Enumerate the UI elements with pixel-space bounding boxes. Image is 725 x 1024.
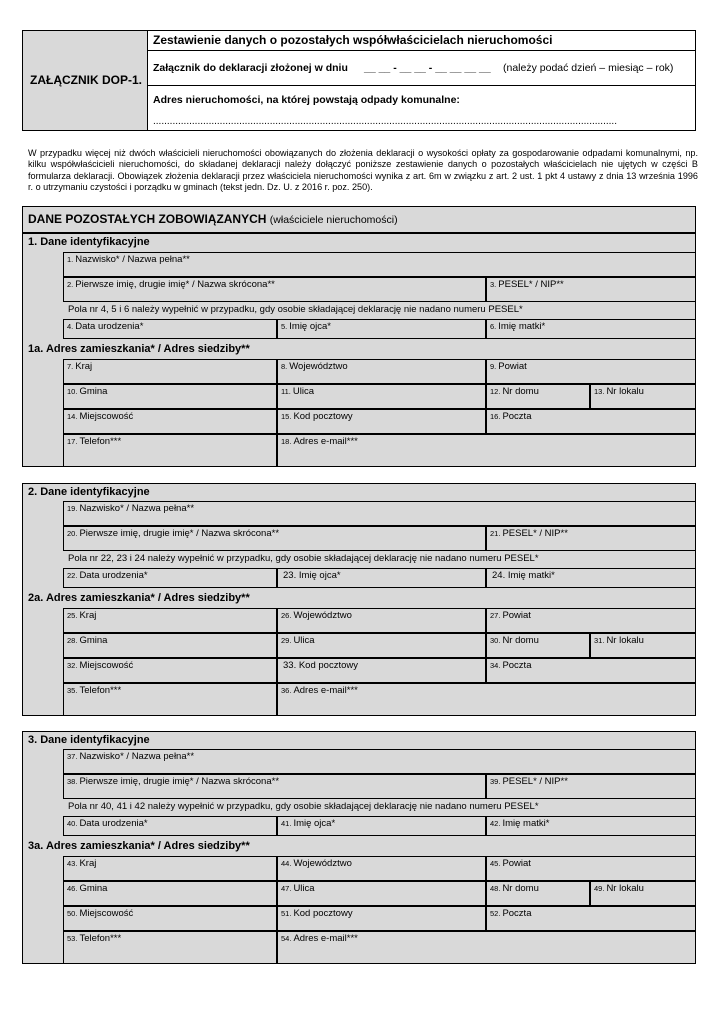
block-3-city-field-text: Miejscowość — [79, 908, 134, 919]
block-2-pesel-field-number: 21. — [490, 529, 501, 538]
block-1-flat-number-field-number: 13. — [594, 387, 605, 396]
block-3-voivodeship-field-text: Województwo — [293, 858, 352, 869]
block-2-email-field-number: 36. — [281, 686, 292, 695]
block-1-phone-field-label — [67, 436, 121, 447]
block-2-name-field-label — [67, 503, 194, 514]
block-2-street-field-number: 29. — [281, 636, 292, 645]
block-3-post-office-field-number: 52. — [490, 909, 501, 918]
block-2-mother-name-field-text: 24. Imię matki* — [492, 570, 555, 581]
intro-paragraph: W przypadku więcej niż dwóch właścicieli nieruchomości obowiązanych do złożenia deklaracji o wysokości opłaty za gospodarowanie odpadami komunalnymi, np. kilku współwłaścicieli nieruchomości, do składanej deklaracji należy dołączyć poniższe zestawienie danych o pozostałych właścicielach nie ujętych w części B formularza deklaracji. Obowiązek złożenia deklaracji przez właściciela nieruchomości wynika z art. 6m w związku z art. 2 ust. 1 pkt 4 ustawy z dnia 13 września 1996 r. o utrzymaniu czystości i porządku w gminach (tekst jedn. Dz. U. z 2016 r. poz. 250). — [28, 148, 698, 193]
block-3-id-title: 3. Dane identyfikacyjne — [28, 734, 150, 746]
block-3-county-field-number: 45. — [490, 859, 501, 868]
block-1-post-office-field-label — [490, 411, 531, 422]
block-1-first-name-field-text: Pierwsze imię, drugie imię* / Nazwa skrócona** — [75, 279, 275, 290]
block-2-birth-date-field-label — [67, 570, 148, 581]
block-2-voivodeship-field-label — [281, 610, 352, 621]
block-1-pesel-field-text: PESEL* / NIP** — [498, 279, 564, 290]
declaration-date-blanks[interactable]: __ __ - __ __ - __ __ __ __ — [364, 62, 491, 74]
block-2-flat-number-field-number: 31. — [594, 636, 605, 645]
block-1-pesel-field-label — [490, 279, 564, 290]
block-2-name-field-text: Nazwisko* / Nazwa pełna** — [79, 503, 195, 514]
block-1-mother-name-field-text: Imię matki* — [498, 321, 546, 332]
block-3-commune-field-text: Gmina — [79, 883, 108, 894]
block-3-street-field-number: 47. — [281, 884, 292, 893]
block-3-voivodeship-field-number: 44. — [281, 859, 292, 868]
block-1-postal-code-field-label — [281, 411, 353, 422]
block-2-id-title: 2. Dane identyfikacyjne — [28, 486, 150, 498]
block-3-first-name-field-number: 38. — [67, 777, 78, 786]
block-1-voivodeship-field-text: Województwo — [289, 361, 348, 372]
block-1-commune-field-label — [67, 386, 107, 397]
block-3-voivodeship-field-label — [281, 858, 352, 869]
block-1-postal-code-field-text: Kod pocztowy — [293, 411, 353, 422]
block-2-phone-field-text: Telefon*** — [79, 685, 122, 696]
block-3-first-name-field-text: Pierwsze imię, drugie imię* / Nazwa skrócona** — [79, 776, 280, 787]
block-3-house-number-field-label — [490, 883, 539, 894]
block-2-street-field-text: Ulica — [293, 635, 315, 646]
block-1-email-field-number: 18. — [281, 437, 292, 446]
property-address-label: Adres nieruchomości, na której powstają odpady komunalne: — [153, 94, 460, 106]
block-3-email-field-text: Adres e-mail*** — [293, 933, 358, 944]
block-2-phone-field-label — [67, 685, 121, 696]
block-3-street-field-text: Ulica — [293, 883, 315, 894]
block-2-house-number-field-text: Nr domu — [502, 635, 539, 646]
block-2-house-number-field-label — [490, 635, 539, 646]
main-section-subtitle: (właściciele nieruchomości) — [269, 214, 398, 226]
block-1-birth-date-field-text: Data urodzenia* — [75, 321, 144, 332]
block-1-postal-code-field-number: 15. — [281, 412, 292, 421]
block-1-birth-date-field-label — [67, 321, 143, 332]
block-1-flat-number-field-label — [594, 386, 644, 397]
declaration-date-hint: (należy podać dzień – miesiąc – rok) — [503, 62, 674, 74]
block-2-postal-code-field-label — [281, 660, 358, 671]
block-2-country-field-label — [67, 610, 96, 621]
block-3-post-office-field-label — [490, 908, 531, 919]
block-1-mother-name-field-number: 6. — [490, 322, 497, 331]
block-1-county-field-text: Powiat — [498, 361, 527, 372]
block-1-phone-field-text: Telefon*** — [79, 436, 122, 447]
block-1-first-name-field-number: 2. — [67, 280, 74, 289]
block-3-father-name-field-label — [281, 818, 335, 829]
block-3-name-field-text: Nazwisko* / Nazwa pełna** — [79, 751, 195, 762]
block-3-mother-name-field-label — [490, 818, 549, 829]
block-2-voivodeship-field-text: Województwo — [293, 610, 352, 621]
attachment-label: ZAŁĄCZNIK DOP-1. — [30, 73, 142, 87]
block-2-county-field-label — [490, 610, 531, 621]
block-3-country-field-text: Kraj — [79, 858, 97, 869]
block-2-flat-number-field-text: Nr lokalu — [606, 635, 644, 646]
block-1-id-title: 1. Dane identyfikacyjne — [28, 236, 150, 248]
block-3-postal-code-field-number: 51. — [281, 909, 292, 918]
block-2-first-name-field-number: 20. — [67, 529, 78, 538]
block-2-country-field-number: 25. — [67, 611, 78, 620]
block-2-birth-date-field-text: Data urodzenia* — [79, 570, 148, 581]
block-3-pesel-field-text: PESEL* / NIP** — [502, 776, 568, 787]
block-2-first-name-field-label — [67, 528, 279, 539]
block-3-pesel-field-label — [490, 776, 568, 787]
block-2-father-name-field-label — [281, 570, 341, 581]
block-2-county-field-text: Powiat — [502, 610, 531, 621]
block-3-birth-date-field-label — [67, 818, 148, 829]
block-1-email-field-label — [281, 436, 358, 447]
block-1-address-title: 1a. Adres zamieszkania* / Adres siedziby** — [28, 343, 250, 355]
block-3-mother-name-field-number: 42. — [490, 819, 501, 828]
block-3-name-field-label — [67, 751, 194, 762]
block-1-pesel-note: Pola nr 4, 5 i 6 należy wypełnić w przypadku, gdy osobie składającej deklarację nie nadano numeru PESEL* — [68, 304, 523, 315]
block-1-name-field-text: Nazwisko* / Nazwa pełna** — [75, 254, 190, 265]
header-title: Zestawienie danych o pozostałych współwłaścicielach nieruchomości — [153, 33, 553, 47]
block-2-postal-code-field-text: 33. Kod pocztowy — [283, 660, 358, 671]
block-1-country-field-cell[interactable] — [63, 359, 277, 384]
block-2-city-field-label — [67, 660, 133, 671]
block-3-birth-date-field-number: 40. — [67, 819, 78, 828]
block-1-city-field-number: 14. — [67, 412, 78, 421]
block-2-email-field-text: Adres e-mail*** — [293, 685, 358, 696]
block-2-birth-date-field-number: 22. — [67, 571, 78, 580]
block-1-commune-field-number: 10. — [67, 387, 78, 396]
block-3-commune-field-label — [67, 883, 107, 894]
block-1-country-field-label — [67, 361, 92, 372]
block-2-post-office-field-number: 34. — [490, 661, 501, 670]
block-3-address-title: 3a. Adres zamieszkania* / Adres siedziby** — [28, 840, 250, 852]
block-1-flat-number-field-text: Nr lokalu — [606, 386, 644, 397]
block-3-name-field-number: 37. — [67, 752, 78, 761]
block-2-voivodeship-field-number: 26. — [281, 611, 292, 620]
block-1-voivodeship-field-number: 8. — [281, 362, 288, 371]
block-2-pesel-note: Pola nr 22, 23 i 24 należy wypełnić w przypadku, gdy osobie składającej deklarację nie nadano numeru PESEL* — [68, 553, 539, 564]
block-1-father-name-field-text: Imię ojca* — [289, 321, 331, 332]
block-1-voivodeship-field-label — [281, 361, 348, 372]
block-1-phone-field-number: 17. — [67, 437, 78, 446]
block-3-country-field-number: 43. — [67, 859, 78, 868]
block-3-pesel-field-number: 39. — [490, 777, 501, 786]
block-3-postal-code-field-text: Kod pocztowy — [293, 908, 353, 919]
block-2-post-office-field-label — [490, 660, 531, 671]
block-2-country-field-text: Kraj — [79, 610, 97, 621]
block-3-first-name-field-label — [67, 776, 279, 787]
block-3-phone-field-number: 53. — [67, 934, 78, 943]
block-1-house-number-field-number: 12. — [490, 387, 501, 396]
block-3-county-field-text: Powiat — [502, 858, 531, 869]
block-1-house-number-field-label — [490, 386, 539, 397]
block-2-flat-number-field-label — [594, 635, 644, 646]
block-2-first-name-field-text: Pierwsze imię, drugie imię* / Nazwa skrócona** — [79, 528, 280, 539]
block-1-post-office-field-number: 16. — [490, 412, 501, 421]
block-1-father-name-field-label — [281, 321, 331, 332]
block-3-commune-field-number: 46. — [67, 884, 78, 893]
block-3-flat-number-field-number: 49. — [594, 884, 605, 893]
block-2-address-title: 2a. Adres zamieszkania* / Adres siedziby** — [28, 592, 250, 604]
block-1-county-field-label — [490, 361, 527, 372]
block-2-commune-field-text: Gmina — [79, 635, 108, 646]
block-2-pesel-field-label — [490, 528, 568, 539]
block-3-email-field-number: 54. — [281, 934, 292, 943]
block-2-pesel-field-text: PESEL* / NIP** — [502, 528, 568, 539]
block-3-city-field-number: 50. — [67, 909, 78, 918]
block-3-house-number-field-number: 48. — [490, 884, 501, 893]
property-address-dots[interactable]: ....................................................................................................................................................................... — [153, 116, 617, 127]
block-1-city-field-label — [67, 411, 133, 422]
block-1-city-field-text: Miejscowość — [79, 411, 134, 422]
block-3-pesel-note: Pola nr 40, 41 i 42 należy wypełnić w przypadku, gdy osobie składającej deklarację nie nadano numeru PESEL* — [68, 801, 539, 812]
block-3-mother-name-field-text: Imię matki* — [502, 818, 550, 829]
block-1-email-field-text: Adres e-mail*** — [293, 436, 358, 447]
block-2-mother-name-field-label — [490, 570, 555, 581]
block-1-street-field-label — [281, 386, 314, 397]
block-3-post-office-field-text: Poczta — [502, 908, 532, 919]
block-2-city-field-text: Miejscowość — [79, 660, 134, 671]
block-1-house-number-field-text: Nr domu — [502, 386, 539, 397]
block-3-flat-number-field-text: Nr lokalu — [606, 883, 644, 894]
block-1-mother-name-field-label — [490, 321, 545, 332]
block-3-father-name-field-number: 41. — [281, 819, 292, 828]
block-1-county-field-number: 9. — [490, 362, 497, 371]
block-2-commune-field-number: 28. — [67, 636, 78, 645]
block-3-city-field-label — [67, 908, 133, 919]
block-1-name-field-number: 1. — [67, 255, 74, 264]
block-2-house-number-field-number: 30. — [490, 636, 501, 645]
block-3-house-number-field-text: Nr domu — [502, 883, 539, 894]
block-1-pesel-field-number: 3. — [490, 280, 497, 289]
block-1-name-field-label — [67, 254, 190, 265]
block-1-street-field-number: 11. — [281, 387, 291, 396]
block-2-father-name-field-text: 23. Imię ojca* — [283, 570, 341, 581]
block-1-father-name-field-number: 5. — [281, 322, 288, 331]
block-1-commune-field-text: Gmina — [79, 386, 108, 397]
block-3-phone-field-text: Telefon*** — [79, 933, 122, 944]
block-2-email-field-label — [281, 685, 358, 696]
block-1-country-field-text: Kraj — [75, 361, 93, 372]
block-1-country-field-number: 7. — [67, 362, 74, 371]
block-3-street-field-label — [281, 883, 315, 894]
block-1-post-office-field-text: Poczta — [502, 411, 532, 422]
block-3-country-field-label — [67, 858, 96, 869]
block-3-email-field-label — [281, 933, 358, 944]
block-3-flat-number-field-label — [594, 883, 644, 894]
block-2-phone-field-number: 35. — [67, 686, 78, 695]
block-1-birth-date-field-number: 4. — [67, 322, 74, 331]
block-3-postal-code-field-label — [281, 908, 353, 919]
block-2-commune-field-label — [67, 635, 107, 646]
block-2-street-field-label — [281, 635, 315, 646]
block-2-county-field-number: 27. — [490, 611, 501, 620]
block-3-birth-date-field-text: Data urodzenia* — [79, 818, 148, 829]
block-3-phone-field-label — [67, 933, 121, 944]
block-2-city-field-number: 32. — [67, 661, 78, 670]
main-section-title-text: DANE POZOSTAŁYCH ZOBOWIĄZANYCH — [28, 212, 267, 226]
main-section-title — [28, 212, 398, 226]
block-1-first-name-field-label — [67, 279, 275, 290]
declaration-date-label: Załącznik do deklaracji złożonej w dniu — [153, 62, 348, 74]
block-2-post-office-field-text: Poczta — [502, 660, 532, 671]
block-1-street-field-text: Ulica — [292, 386, 314, 397]
block-2-name-field-number: 19. — [67, 504, 78, 513]
block-3-county-field-label — [490, 858, 531, 869]
block-3-father-name-field-text: Imię ojca* — [293, 818, 336, 829]
